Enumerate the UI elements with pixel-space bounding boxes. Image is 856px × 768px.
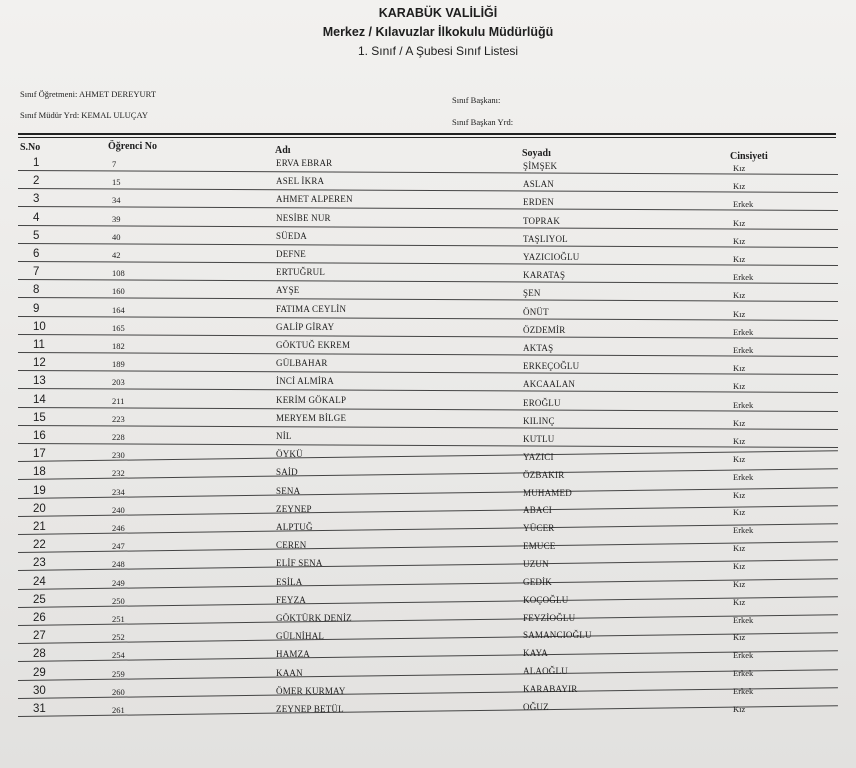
cell-student-no: 250	[112, 595, 125, 606]
cell-surname: KUTLU	[523, 434, 555, 444]
cell-surname: KOÇOĞLU	[523, 594, 569, 605]
document-title: KARABÜK VALİLİĞİ	[378, 6, 498, 20]
row-rule	[18, 614, 838, 626]
row-rule	[18, 705, 838, 717]
row-rule	[18, 261, 838, 266]
cell-student-no: 234	[112, 486, 125, 497]
cell-sno: 8	[33, 284, 40, 297]
class-vice-president-label: Sınıf Başkan Yrd:	[452, 117, 514, 127]
cell-student-no: 108	[112, 268, 125, 279]
cell-name: FEYZA	[276, 594, 306, 605]
cell-student-no: 34	[112, 195, 121, 206]
cell-name: GALİP GİRAY	[276, 321, 335, 332]
cell-sno: 18	[33, 466, 46, 479]
cell-gender: Kız	[733, 596, 746, 607]
cell-gender: Kız	[733, 543, 746, 554]
cell-gender: Kız	[733, 436, 746, 446]
cell-gender: Erkek	[733, 525, 754, 536]
cell-student-no: 252	[112, 632, 125, 643]
cell-surname: ÖZBAKIR	[523, 469, 565, 480]
cell-gender: Erkek	[733, 345, 754, 355]
row-rule	[18, 469, 838, 481]
cell-gender: Kız	[733, 453, 746, 464]
cell-gender: Kız	[733, 381, 746, 392]
cell-student-no: 232	[112, 468, 125, 479]
cell-surname: KAYA	[523, 648, 548, 659]
cell-name: ESİLA	[276, 576, 303, 587]
cell-surname: ŞEN	[523, 288, 541, 299]
cell-gender: Kız	[733, 703, 746, 714]
list-title: 1. Sınıf / A Şubesi Sınıf Listesi	[357, 44, 519, 58]
vice-principal-label: Sınıf Müdür Yrd: KEMAL ULUÇAY	[20, 110, 148, 120]
row-rule	[18, 425, 838, 430]
cell-name: ERTUĞRUL	[276, 267, 326, 278]
cell-gender: Erkek	[733, 199, 754, 210]
cell-surname: ÖZDEMİR	[523, 324, 566, 335]
cell-gender: Erkek	[733, 399, 754, 410]
cell-surname: EMUCE	[523, 541, 556, 552]
cell-student-no: 15	[112, 177, 121, 188]
cell-name: SÜEDA	[276, 230, 308, 241]
cell-name: CEREN	[276, 540, 307, 551]
cell-sno: 30	[33, 684, 46, 697]
cell-name: GÜLBAHAR	[276, 358, 328, 369]
cell-surname: YÜCER	[523, 523, 555, 534]
cell-surname: OĞUZ	[523, 701, 549, 712]
col-header-surname: Soyadı	[522, 148, 551, 159]
cell-gender: Kız	[733, 632, 746, 643]
cell-sno: 3	[33, 193, 40, 206]
row-rule	[18, 593, 838, 608]
cell-name: ALPTUĞ	[276, 522, 313, 532]
cell-surname: UZUN	[523, 558, 549, 569]
cell-student-no: 42	[112, 250, 121, 260]
cell-name: SENA	[276, 485, 301, 496]
cell-gender: Kız	[733, 290, 746, 301]
cell-gender: Kız	[733, 254, 746, 264]
cell-surname: ÖNÜT	[523, 306, 549, 317]
row-rule	[18, 243, 838, 248]
cell-sno: 5	[33, 229, 40, 242]
cell-name: ZEYNEP BETÜL	[276, 704, 344, 714]
cell-student-no: 223	[112, 413, 125, 424]
cell-sno: 12	[33, 357, 46, 370]
cell-name: NESİBE NUR	[276, 212, 331, 223]
cell-sno: 10	[33, 320, 46, 333]
cell-name: ELİF SENA	[276, 558, 323, 569]
cell-name: DEFNE	[276, 249, 306, 259]
cell-sno: 4	[33, 211, 40, 224]
cell-surname: ABACI	[523, 505, 553, 516]
row-rule	[18, 484, 838, 499]
school-name: Merkez / Kılavuzlar İlkokulu Müdürlüğü	[322, 25, 554, 39]
header-rule-bottom	[18, 137, 836, 138]
row-rule	[18, 450, 838, 462]
cell-surname: MUHAMED	[523, 487, 572, 498]
cell-name: GÖKTUĞ EKREM	[276, 340, 351, 350]
cell-sno: 22	[33, 539, 46, 552]
cell-student-no: 228	[112, 432, 125, 442]
row-rule	[18, 523, 838, 535]
cell-student-no: 230	[112, 450, 125, 461]
cell-surname: GEDİK	[523, 576, 552, 587]
cell-sno: 11	[33, 339, 45, 351]
cell-sno: 23	[33, 557, 46, 570]
cell-gender: Kız	[733, 560, 746, 571]
cell-name: İNCİ ALMİRA	[276, 376, 334, 387]
row-rule	[18, 651, 838, 663]
row-rule	[18, 188, 838, 193]
cell-surname: AKTAŞ	[523, 343, 554, 353]
cell-sno: 13	[33, 375, 46, 388]
cell-name: ÖMER KURMAY	[276, 685, 346, 696]
cell-sno: 27	[33, 630, 46, 643]
cell-sno: 2	[33, 175, 40, 188]
cell-surname: YAZICI	[523, 451, 554, 462]
cell-surname: EROĞLU	[523, 397, 561, 408]
cell-sno: 19	[33, 484, 46, 497]
cell-student-no: 254	[112, 650, 125, 661]
cell-gender: Kız	[733, 489, 746, 500]
cell-sno: 6	[33, 248, 40, 260]
row-rule	[18, 297, 838, 302]
cell-sno: 17	[33, 448, 46, 461]
cell-name: AHMET ALPEREN	[276, 194, 353, 205]
row-rule	[18, 388, 838, 393]
cell-surname: ERDEN	[523, 197, 554, 208]
cell-gender: Erkek	[733, 685, 754, 696]
row-rule	[18, 352, 838, 357]
cell-gender: Kız	[733, 417, 746, 428]
cell-sno: 28	[33, 648, 46, 661]
cell-name: ÖYKÜ	[276, 449, 303, 460]
row-rule	[18, 541, 838, 553]
cell-sno: 1	[33, 157, 40, 169]
cell-surname: TOPRAK	[523, 215, 561, 226]
cell-sno: 21	[33, 521, 46, 533]
cell-surname: YAZICIOĞLU	[523, 252, 580, 262]
row-rule	[18, 370, 838, 375]
cell-gender: Kız	[733, 308, 746, 319]
row-rule	[18, 684, 838, 699]
cell-student-no: 182	[112, 341, 125, 351]
cell-name: ASEL İKRA	[276, 176, 325, 187]
cell-gender: Erkek	[733, 650, 754, 661]
teacher-label: Sınıf Öğretmeni: AHMET DEREYURT	[20, 89, 157, 99]
cell-name: GÜLNİHAL	[276, 631, 325, 642]
cell-student-no: 259	[112, 668, 125, 679]
cell-student-no: 248	[112, 559, 125, 570]
cell-sno: 24	[33, 575, 46, 588]
row-rule	[18, 316, 838, 321]
cell-surname: KARATAŞ	[523, 270, 566, 281]
col-header-sno: S.No	[20, 142, 41, 153]
cell-surname: AKCAALAN	[523, 379, 576, 390]
cell-surname: KARABAYIR	[523, 683, 578, 694]
cell-surname: ALAOĞLU	[523, 666, 568, 677]
cell-sno: 31	[33, 703, 46, 715]
cell-student-no: 39	[112, 213, 121, 224]
cell-name: ERVA EBRAR	[276, 158, 333, 168]
cell-gender: Erkek	[733, 471, 754, 482]
row-rule	[18, 334, 838, 339]
cell-gender: Kız	[733, 217, 746, 228]
cell-student-no: 251	[112, 614, 125, 624]
cell-name: KERİM GÖKALP	[276, 394, 347, 405]
cell-surname: TAŞLIYOL	[523, 233, 568, 244]
cell-surname: FEYZİOĞLU	[523, 612, 576, 623]
cell-gender: Erkek	[733, 326, 754, 337]
cell-sno: 26	[33, 612, 46, 624]
cell-student-no: 165	[112, 322, 125, 333]
cell-gender: Erkek	[733, 272, 754, 283]
cell-name: MERYEM BİLGE	[276, 412, 347, 423]
cell-gender: Erkek	[733, 614, 754, 625]
cell-student-no: 260	[112, 686, 125, 697]
cell-gender: Kız	[733, 235, 746, 246]
col-header-name: Adı	[275, 145, 291, 156]
class-president-label: Sınıf Başkanı:	[452, 95, 501, 105]
row-rule	[18, 575, 838, 590]
cell-gender: Kız	[733, 181, 746, 192]
row-rule	[18, 560, 838, 572]
header-rule-top	[18, 133, 836, 135]
cell-name: NİL	[276, 431, 292, 441]
cell-gender: Kız	[733, 163, 746, 173]
cell-student-no: 246	[112, 523, 125, 533]
row-rule	[18, 279, 838, 284]
cell-name: KAAN	[276, 667, 303, 678]
row-rule	[18, 632, 838, 644]
cell-name: GÖKTÜRK DENİZ	[276, 613, 352, 623]
cell-sno: 16	[33, 430, 46, 442]
cell-student-no: 189	[112, 359, 125, 370]
cell-student-no: 164	[112, 304, 125, 315]
cell-sno: 20	[33, 502, 46, 515]
cell-sno: 14	[33, 393, 46, 406]
cell-student-no: 261	[112, 705, 125, 715]
cell-gender: Kız	[733, 578, 746, 589]
cell-gender: Kız	[733, 507, 746, 518]
cell-sno: 29	[33, 666, 46, 679]
cell-surname: ERKEÇOĞLU	[523, 361, 580, 372]
cell-student-no: 7	[112, 159, 117, 169]
cell-student-no: 247	[112, 541, 125, 552]
cell-student-no: 40	[112, 231, 121, 242]
cell-student-no: 203	[112, 377, 125, 388]
cell-surname: ASLAN	[523, 179, 555, 190]
row-rule	[18, 206, 838, 211]
col-header-gender: Cinsiyeti	[730, 151, 768, 162]
row-rule	[18, 666, 838, 681]
row-rule	[18, 502, 838, 517]
cell-student-no: 240	[112, 504, 125, 515]
cell-name: ZEYNEP	[276, 503, 312, 514]
cell-surname: KILINÇ	[523, 415, 555, 426]
cell-sno: 15	[33, 411, 46, 424]
row-rule	[18, 407, 838, 412]
cell-sno: 7	[33, 266, 40, 279]
cell-sno: 25	[33, 593, 46, 606]
row-rule	[18, 170, 838, 175]
cell-surname: SAMANCIOĞLU	[523, 630, 592, 641]
cell-gender: Kız	[733, 363, 746, 374]
cell-gender: Erkek	[733, 668, 754, 679]
cell-student-no: 249	[112, 577, 125, 588]
cell-student-no: 211	[112, 395, 125, 406]
row-rule	[18, 225, 838, 230]
cell-name: HAMZA	[276, 649, 310, 660]
cell-name: FATIMA CEYLİN	[276, 303, 347, 314]
col-header-student-no: Öğrenci No	[108, 141, 157, 152]
cell-student-no: 160	[112, 286, 125, 297]
cell-surname: ŞİMŞEK	[523, 161, 558, 171]
cell-name: AYŞE	[276, 285, 300, 296]
cell-sno: 9	[33, 302, 40, 315]
cell-name: SAİD	[276, 467, 298, 478]
row-rule	[18, 443, 838, 448]
